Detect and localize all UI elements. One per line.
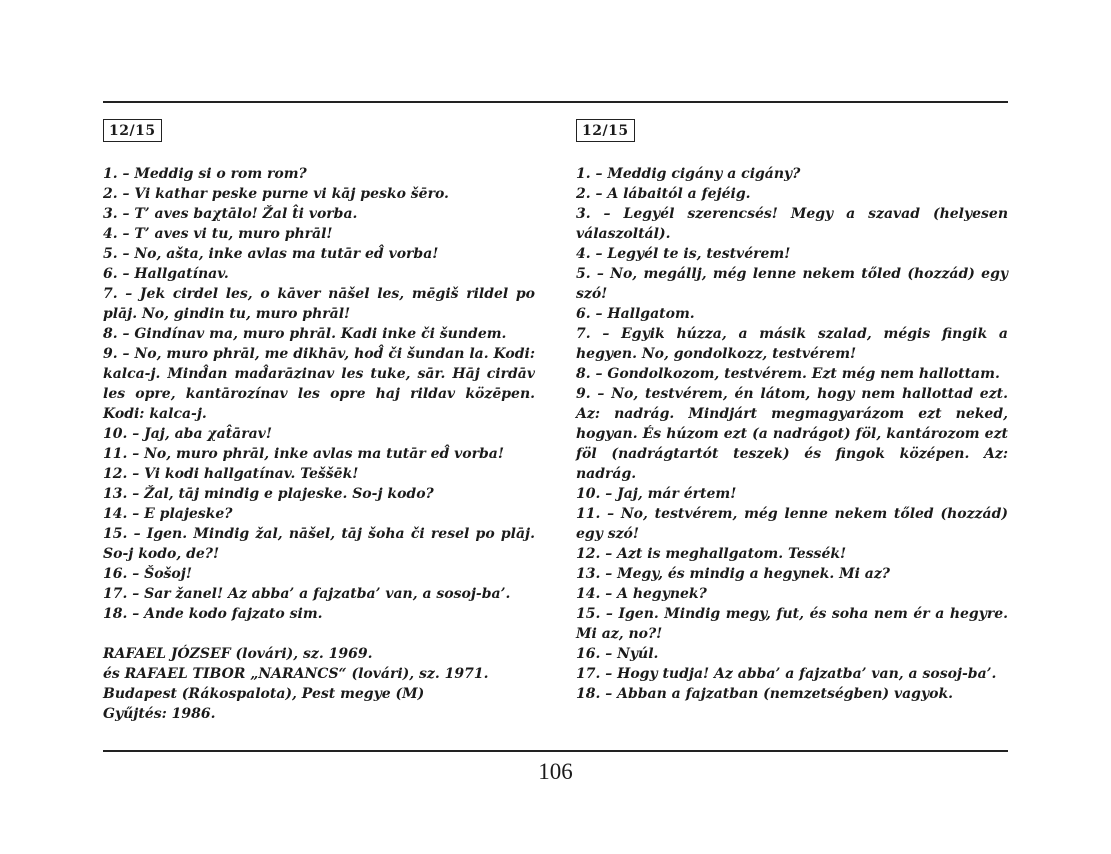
riddle-line: 12. – Azt is meghallgatom. Tessék!	[576, 546, 847, 562]
attribution-block	[103, 644, 535, 724]
riddle-line: 5. – No, ašta, inke avlas ma tutār ed̂ vorba!	[103, 246, 439, 262]
attribution-line: Gyűjtés: 1986.	[103, 706, 216, 722]
riddle-line: 3. – T’ aves baχtālo! Žal t̂i vorba.	[103, 206, 358, 222]
right-riddle-number-box: 12/15	[576, 119, 635, 142]
riddle-line: 15. – Igen. Mindig megy, fut, és soha nem ér a hegyre. Mi az, no?!	[576, 606, 1008, 642]
riddle-line: 17. – Hogy tudja! Az abba’ a fajzatba’ van, a sosoj-ba’.	[576, 666, 997, 682]
left-riddle-number-box: 12/15	[103, 119, 162, 142]
right-column	[576, 119, 1008, 704]
riddle-line: 14. – A hegynek?	[576, 586, 707, 602]
riddle-line: 9. – No, muro phrāl, me dikhāv, hod̂ či šundan la. Kodi: kalca-j. Mind̂an mad̂arāzinav les tuke, sār. Hāj cirdāv les opre, kantārozínav les opre haj rildav közēpen. Kodi: kalca-j.	[103, 346, 535, 422]
attribution-line: Budapest (Rákospalota), Pest megye (M)	[103, 686, 425, 702]
riddle-line: 8. – Gindínav ma, muro phrāl. Kadi inke či šundem.	[103, 326, 507, 342]
riddle-line: 10. – Jaj, aba χat̂ārav!	[103, 426, 272, 442]
riddle-line: 13. – Megy, és mindig a hegynek. Mi az?	[576, 566, 890, 582]
attribution-line: RAFAEL JÓZSEF (lovári), sz. 1969.	[103, 646, 373, 662]
riddle-line: 6. – Hallgatínav.	[103, 266, 229, 282]
riddle-line: 6. – Hallgatom.	[576, 306, 695, 322]
riddle-line: 14. – E plajeske?	[103, 506, 233, 522]
riddle-line: 3. – Legyél szerencsés! Megy a szavad (helyesen válaszoltál).	[576, 206, 1008, 242]
left-riddle-lines	[103, 164, 535, 624]
riddle-line: 7. – Jek cirdel les, o kāver nāšel les, mēgiš rildel po plāj. No, gindin tu, muro phrāl!	[103, 286, 535, 322]
riddle-line: 1. – Meddig cigány a cigány?	[576, 166, 801, 182]
riddle-line: 9. – No, testvérem, én látom, hogy nem hallottad ezt. Az: nadrág. Mindjárt megmagyarázom ezt neked, hogyan. És húzom ezt (a nadrágot) föl, kantározom ezt föl (nadrágtartót teszek) és fingok középen. Az: nadrág.	[576, 386, 1008, 482]
riddle-line: 18. – Abban a fajzatban (nemzetségben) vagyok.	[576, 686, 954, 702]
riddle-line: 16. – Nyúl.	[576, 646, 659, 662]
left-column	[103, 119, 535, 724]
riddle-line: 2. – A lábaitól a fejéig.	[576, 186, 751, 202]
riddle-line: 4. – Legyél te is, testvérem!	[576, 246, 791, 262]
riddle-line: 10. – Jaj, már értem!	[576, 486, 737, 502]
attribution-line: és RAFAEL TIBOR „NARANCS“ (lovári), sz. 1971.	[103, 666, 489, 682]
riddle-line: 11. – No, testvérem, még lenne nekem tőled (hozzád) egy szó!	[576, 506, 1008, 542]
riddle-line: 8. – Gondolkozom, testvérem. Ezt még nem hallottam.	[576, 366, 1000, 382]
riddle-line: 4. – T’ aves vi tu, muro phrāl!	[103, 226, 333, 242]
riddle-line: 12. – Vi kodi hallgatínav. Teššēk!	[103, 466, 359, 482]
riddle-line: 16. – Šošoj!	[103, 566, 192, 582]
riddle-line: 2. – Vi kathar peske purne vi kāj pesko šēro.	[103, 186, 449, 202]
riddle-line: 5. – No, megállj, még lenne nekem tőled (hozzád) egy szó!	[576, 266, 1008, 302]
riddle-line: 15. – Igen. Mindig žal, nāšel, tāj šoha či resel po plāj. So-j kodo, de?!	[103, 526, 535, 562]
riddle-line: 13. – Žal, tāj mindig e plajeske. So-j kodo?	[103, 486, 434, 502]
riddle-line: 7. – Egyik húzza, a másik szalad, mégis fingik a hegyen. No, gondolkozz, testvérem!	[576, 326, 1008, 362]
right-riddle-lines	[576, 164, 1008, 704]
riddle-line: 11. – No, muro phrāl, inke avlas ma tutār ed̂ vorba!	[103, 446, 504, 462]
bottom-rule	[103, 750, 1008, 752]
riddle-line: 1. – Meddig si o rom rom?	[103, 166, 307, 182]
riddle-line: 17. – Sar žanel! Az abba’ a fajzatba’ van, a sosoj-ba’.	[103, 586, 511, 602]
page-number: 106	[538, 759, 573, 784]
riddle-line: 18. – Ande kodo fajzato sim.	[103, 606, 323, 622]
top-rule	[103, 101, 1008, 103]
